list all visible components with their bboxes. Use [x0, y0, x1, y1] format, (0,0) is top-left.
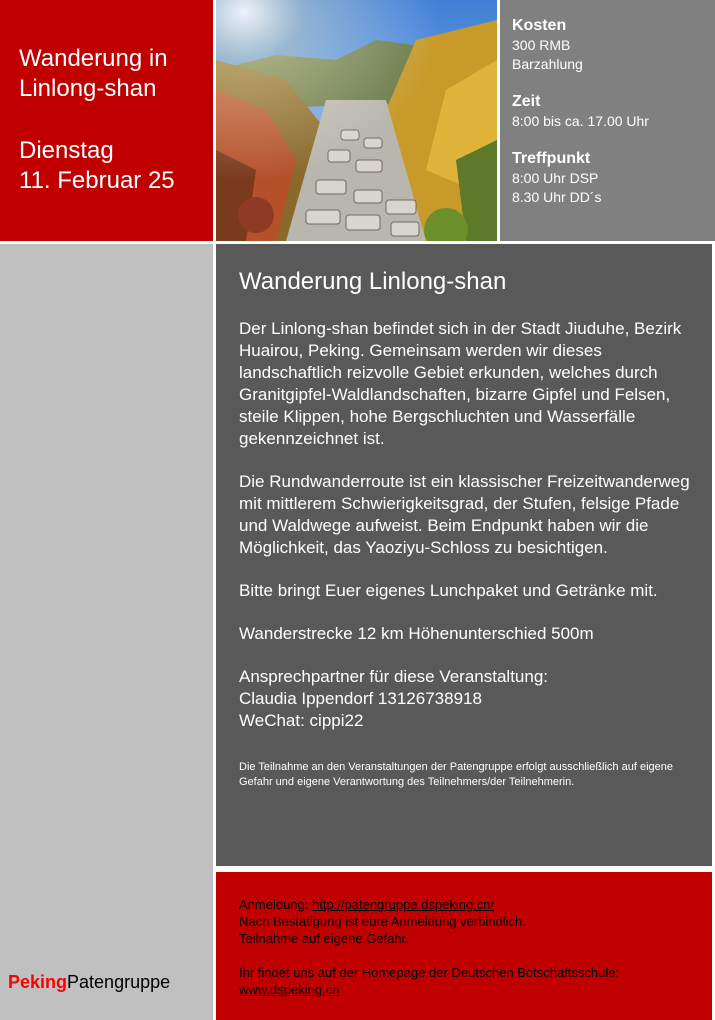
meeting-point-section: [512, 149, 715, 207]
contact-name: Claudia Ippendorf 13126738918: [239, 689, 482, 708]
description-paragraph-1: Der Linlong-shan befindet sich in der Stadt Jiuduhe, Bezirk Huairou, Peking. Gemeinsam werden wir dieses landschaftlich reizvolle Gebiet erkunden, welches durch Granitgipfel-Waldlandschaften, bizarre Gipfel und Felsen, steile Klippen, hohe Bergschluchten und Wasserfälle gekennzeichnet ist.: [239, 319, 682, 448]
cost-payment: Barzahlung: [512, 56, 583, 72]
contact-wechat: WeChat: cippi22: [239, 711, 364, 730]
meeting-point-1: 8:00 Uhr DSP: [512, 170, 599, 186]
registration-line: [239, 896, 692, 913]
homepage-note: Ihr findet uns auf der Homepage der Deutschen Botschaftsschule:: [239, 965, 620, 980]
registration-risk-note: Teilnahme auf eigene Gefahr.: [239, 931, 409, 946]
main-content: [216, 244, 712, 866]
cost-heading: Kosten: [512, 17, 567, 34]
registration-binding-note: Nach Bestätigung ist eure Anmeldung verbindlich.: [239, 914, 526, 929]
homepage-link[interactable]: www.dspeking.cn: [239, 982, 340, 997]
logo-patengruppe: Patengruppe: [67, 972, 171, 992]
route-details: Wanderstrecke 12 km Höhenunterschied 500m: [239, 624, 594, 643]
cost-section: [512, 16, 715, 74]
date-value: 11. Februar 25: [19, 167, 175, 194]
time-section: [512, 92, 715, 131]
hiking-trail-photo: [216, 0, 497, 241]
time-value: 8:00 bis ca. 17.00 Uhr: [512, 113, 649, 129]
cost-amount: 300 RMB: [512, 37, 571, 53]
info-block: [500, 0, 715, 241]
contact-block: [239, 666, 692, 732]
lunch-note: Bitte bringt Euer eigenes Lunchpaket und Getränke mit.: [239, 581, 658, 600]
patengruppe-logo: [8, 972, 170, 993]
disclaimer: Die Teilnahme an den Veranstaltungen der Patengruppe erfolgt ausschließlich auf eigene Gefahr und eigene Verantwortung des Teilnehmers/der Teilnehmerin.: [239, 761, 673, 788]
date-weekday: Dienstag: [19, 137, 114, 164]
description-paragraph-2: Die Rundwanderroute ist ein klassischer Freizeitwanderweg mit mittlerem Schwierigkeitsgrad, der Stufen, felsige Pfade und Waldwege aufweist. Beim Endpunkt haben wir die Möglichkeit, das Yaoziyu-Schloss zu besichtigen.: [239, 472, 690, 557]
meeting-point-heading: Treffpunkt: [512, 150, 591, 167]
title-block: [0, 0, 213, 241]
registration-block: [216, 872, 712, 1020]
registration-label: Anmeldung:: [239, 897, 312, 912]
left-sidebar: [0, 244, 213, 1020]
title-line-2: Linlong-shan: [19, 75, 157, 102]
title-line-1: Wanderung in: [19, 45, 168, 72]
registration-link[interactable]: http://patengruppe.dspeking.cn/: [312, 897, 495, 912]
contact-heading: Ansprechpartner für diese Veranstaltung:: [239, 667, 549, 686]
time-heading: Zeit: [512, 93, 541, 110]
logo-peking: Peking: [8, 972, 68, 992]
meeting-point-2: 8.30 Uhr DD´s: [512, 189, 602, 205]
main-heading: Wanderung Linlong-shan: [239, 268, 507, 295]
